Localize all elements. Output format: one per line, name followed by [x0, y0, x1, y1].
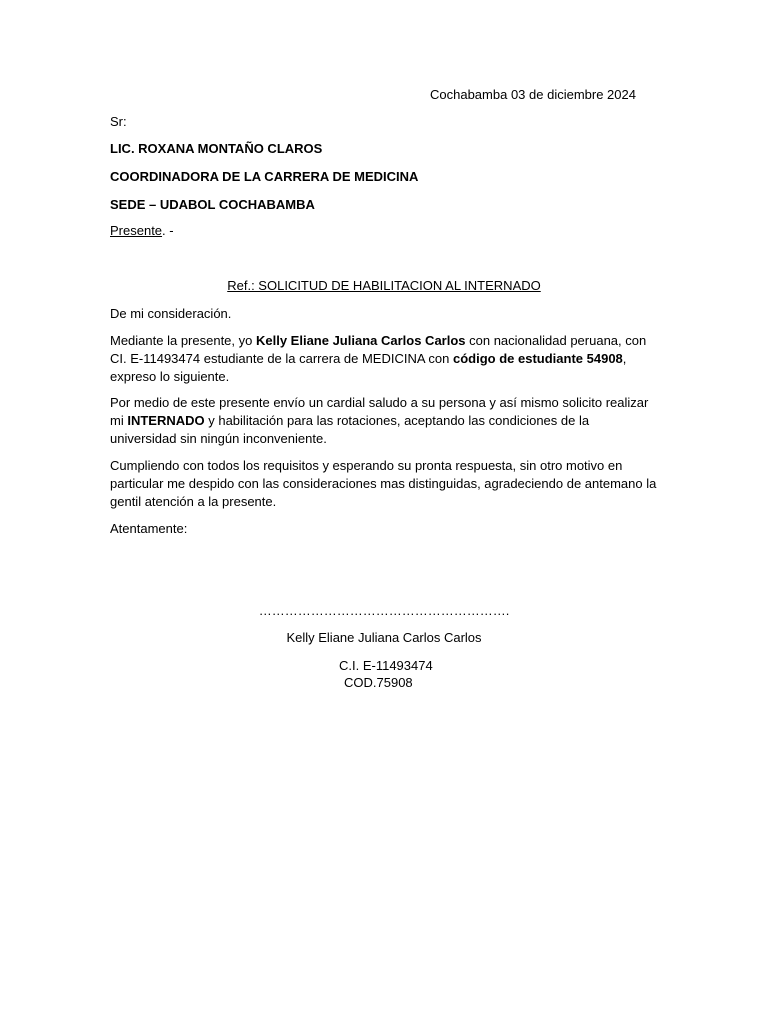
presente-word: Presente	[110, 223, 163, 238]
paragraph-1	[110, 332, 658, 386]
salutation-prefix: Sr:	[110, 114, 127, 129]
signer-ci: C.I. E-11493474	[339, 658, 433, 673]
p1-text-3: , expreso lo siguiente.	[110, 351, 627, 384]
recipient-location: SEDE – UDABOL COCHABAMBA	[110, 197, 315, 212]
p2-internado: INTERNADO	[127, 413, 205, 428]
closing: Atentamente:	[110, 521, 188, 536]
p2-text-1: Por medio de este presente envío un cardial saludo a su persona y así mismo solicito realizar mi	[110, 395, 649, 428]
p1-student-code: código de estudiante 54908	[453, 351, 623, 366]
recipient-name: LIC. ROXANA MONTAÑO CLAROS	[110, 141, 323, 156]
letter-date: Cochabamba 03 de diciembre 2024	[430, 87, 636, 102]
p1-student-name: Kelly Eliane Juliana Carlos Carlos	[255, 333, 466, 348]
signer-name: Kelly Eliane Juliana Carlos Carlos	[286, 630, 482, 645]
p2-text-2: y habilitación para las rotaciones, aceptando las condiciones de la universidad sin ningún inconveniente.	[110, 413, 590, 446]
p1-text-1: Mediante la presente, yo	[110, 333, 256, 348]
presente-suffix: . -	[162, 223, 174, 238]
greeting: De mi consideración.	[110, 306, 232, 321]
reference-line	[0, 277, 768, 295]
paragraph-3: Cumpliendo con todos los requisitos y esperando su pronta respuesta, sin otro motivo en particular me despido con las consideraciones mas distinguidas, agradeciendo de antemano la gentil atención a la presente.	[110, 458, 657, 509]
reference-text: Ref.: SOLICITUD DE HABILITACION AL INTERNADO	[227, 278, 541, 293]
presente-line	[110, 222, 174, 240]
signature-line: ………………………………………………….	[258, 603, 510, 618]
recipient-title: COORDINADORA DE LA CARRERA DE MEDICINA	[110, 169, 419, 184]
signer-code: COD.75908	[344, 675, 413, 690]
paragraph-2	[110, 394, 658, 448]
p1-text-2: con nacionalidad peruana, con CI. E-11493474 estudiante de la carrera de MEDICINA con	[110, 333, 647, 366]
